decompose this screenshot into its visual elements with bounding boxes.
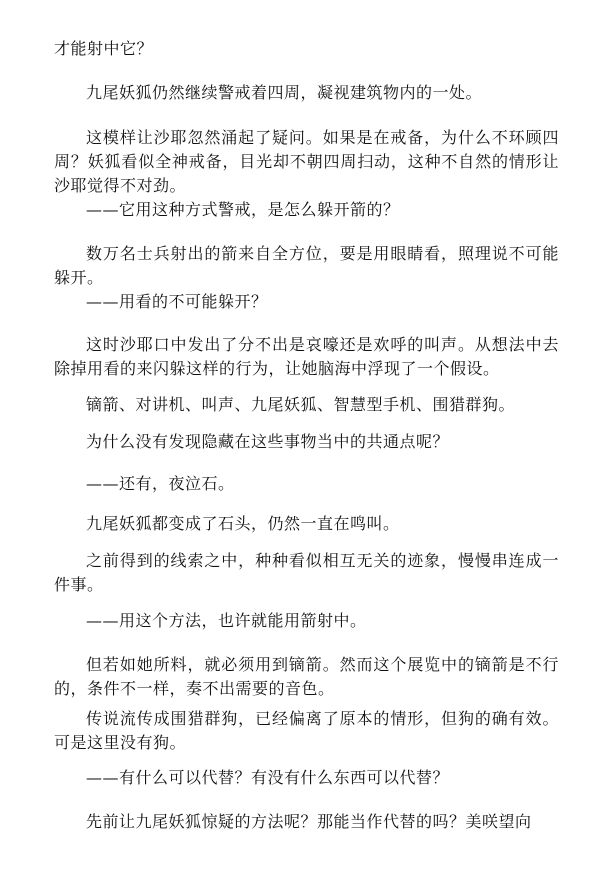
paragraph: 但若如她所料，就必须用到镝箭。然而这个展览中的镝箭是不行的，条件不一样，奏不出需要的音色。 <box>54 655 559 698</box>
paragraph: 这模样让沙耶忽然涌起了疑问。如果是在戒备，为什么不环顾四周？妖狐看似全神戒备，目光却不朝四周扫动，这种不自然的情形让沙耶觉得不对劲。 <box>54 128 559 195</box>
paragraph: ——还有，夜泣石。 <box>86 474 235 493</box>
paragraph: ——用这个方法，也许就能用箭射中。 <box>86 611 367 630</box>
paragraph: ——用看的不可能躲开？ <box>86 292 268 311</box>
paragraph: 数万名士兵射出的箭来自全方位，要是用眼睛看，照理说不可能躲开。 <box>54 244 559 287</box>
paragraph: 传说流传成围猎群狗，已经偏离了原本的情形，但狗的确有效。可是这里没有狗。 <box>54 709 559 752</box>
paragraph: 先前让九尾妖狐惊疑的方法呢？那能当作代替的吗？美咲望向 <box>86 812 532 831</box>
paragraph: ——有什么可以代替？有没有什么东西可以代替？ <box>86 768 450 787</box>
paragraph-continuation: 才能射中它？ <box>54 39 154 58</box>
paragraph: 九尾妖狐仍然继续警戒着四周，凝视建筑物内的一处。 <box>86 83 483 102</box>
paragraph: 镝箭、对讲机、叫声、九尾妖狐、智慧型手机、围猎群狗。 <box>86 395 516 414</box>
paragraph: 为什么没有发现隐藏在这些事物当中的共通点呢？ <box>86 432 450 451</box>
paragraph: 这时沙耶口中发出了分不出是哀嚎还是欢呼的叫声。从想法中去除掉用看的来闪躲这样的行为，让她脑海中浮现了一个假设。 <box>54 335 559 378</box>
paragraph: 九尾妖狐都变成了石头，仍然一直在鸣叫。 <box>86 514 400 533</box>
paragraph: 之前得到的线索之中，种种看似相互无关的迹象，慢慢串连成一件事。 <box>54 551 559 594</box>
paragraph: ——它用这种方式警戒，是怎么躲开箭的？ <box>86 200 400 219</box>
